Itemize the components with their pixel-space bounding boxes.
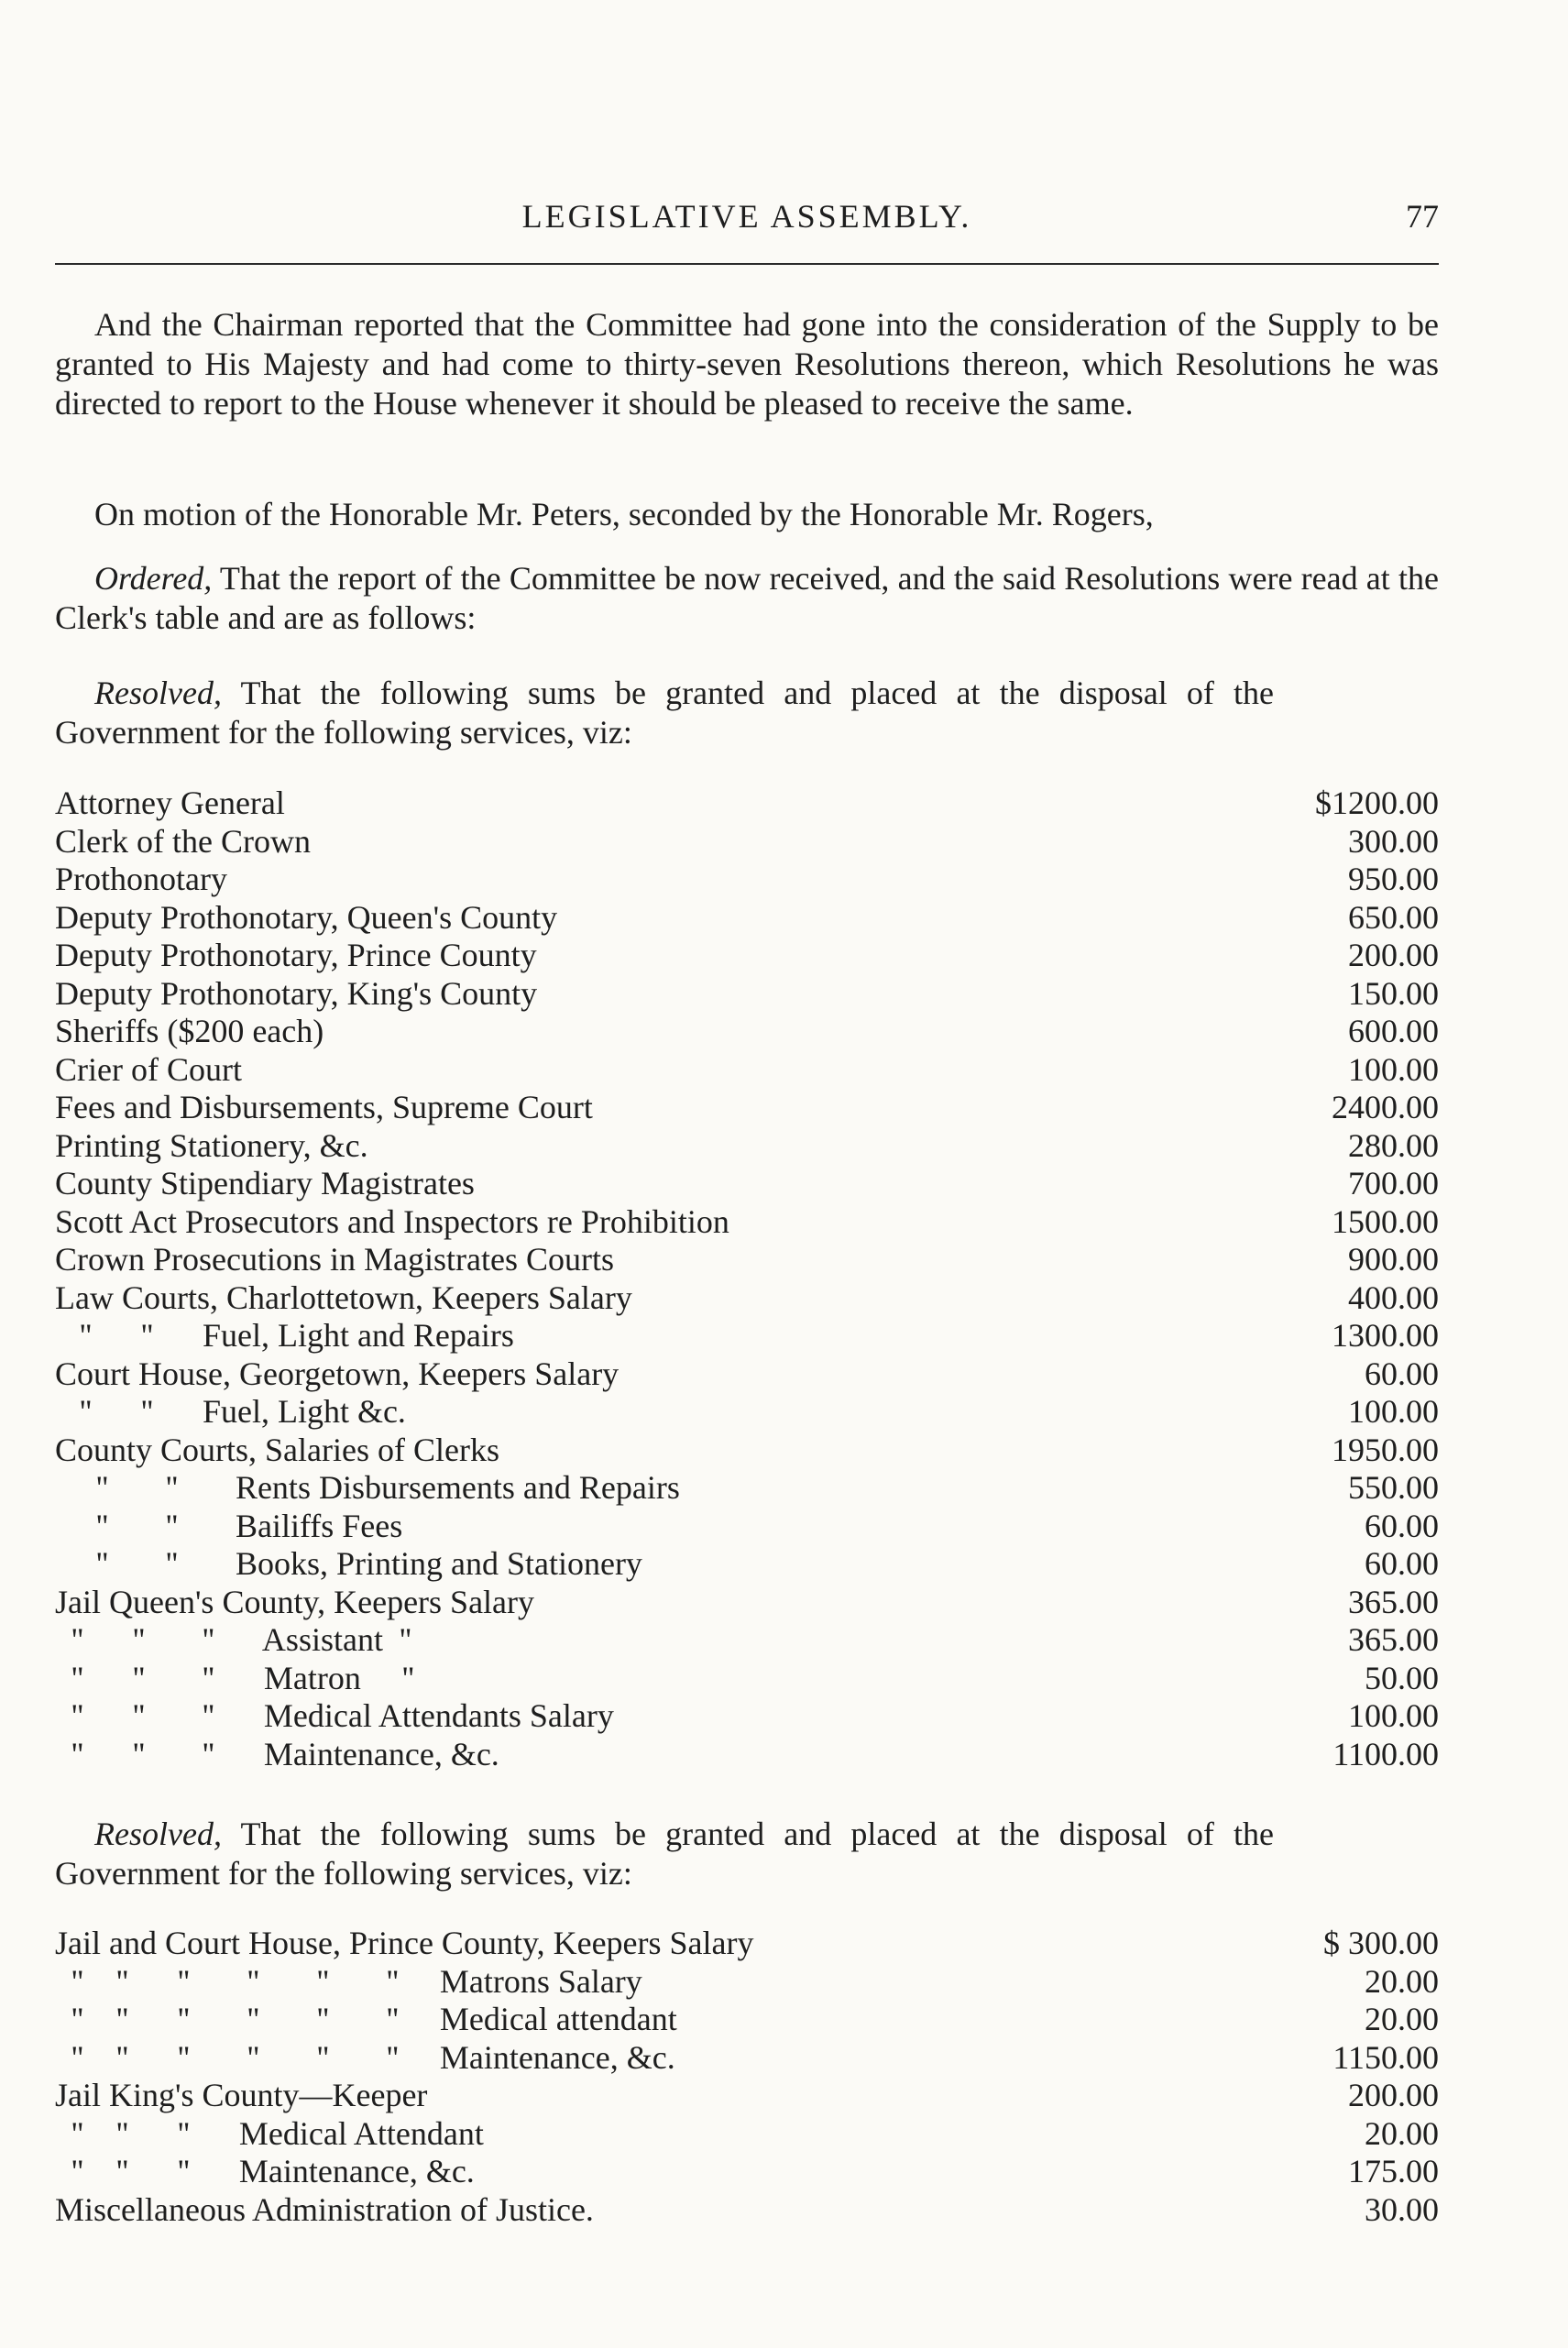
item-amount: 60.00 (1365, 1545, 1439, 1582)
resolved-lead-1: Resolved, (94, 675, 222, 711)
item-amount: 20.00 (1365, 2114, 1439, 2152)
item-label: Deputy Prothonotary, King's County (55, 974, 538, 1012)
resolved-lead-2: Resolved, (94, 1816, 222, 1852)
ordered-text: That the report of the Committee be now received, and the said Resolutions were read at the Clerk's table and are as follows: (55, 560, 1439, 636)
item-amount: 60.00 (1365, 1507, 1439, 1544)
item-amount: 300.00 (1348, 822, 1439, 860)
item-label: '' '' '' Medical Attendant (55, 2114, 484, 2152)
table-row (55, 1279, 1439, 1318)
item-amount: 280.00 (1348, 1126, 1439, 1164)
table-row (55, 823, 1439, 861)
item-amount: $1200.00 (1315, 784, 1439, 821)
resolved-text-1: That the following sums be granted and placed at the disposal of the Government for the following services, viz: (55, 675, 1274, 751)
item-label: Miscellaneous Administration of Justice. (55, 2190, 594, 2228)
item-label: Fees and Disbursements, Supreme Court (55, 1089, 593, 1125)
item-label: Crown Prosecutions in Magistrates Courts (55, 1241, 614, 1278)
table-row (55, 1165, 1439, 1203)
table-row (55, 1393, 1439, 1432)
paragraph-ordered (55, 559, 1439, 638)
item-label: Deputy Prothonotary, Prince County (55, 937, 537, 973)
document-page (55, 0, 1439, 2348)
table-row (55, 1621, 1439, 1660)
item-amount: 600.00 (1348, 1013, 1439, 1049)
item-amount: 60.00 (1365, 1355, 1439, 1392)
item-amount: 30.00 (1365, 2190, 1439, 2228)
table-row (55, 1051, 1439, 1090)
table-row (55, 1545, 1439, 1584)
item-label: '' '' '' '' '' '' Matrons Salary (55, 1962, 642, 2000)
item-amount: 100.00 (1348, 1393, 1439, 1430)
table-row (55, 1697, 1439, 1736)
page-title: LEGISLATIVE ASSEMBLY. (521, 198, 972, 235)
item-label: '' '' '' '' '' '' Maintenance, &c. (55, 2038, 675, 2076)
item-label: '' '' Fuel, Light &c. (55, 1393, 406, 1430)
table-row (55, 1469, 1439, 1508)
table-row (55, 975, 1439, 1014)
item-label: '' '' '' Assistant '' (55, 1621, 411, 1658)
table-row (55, 1963, 1439, 2002)
item-amount: 20.00 (1365, 2001, 1439, 2037)
item-label: Clerk of the Crown (55, 822, 311, 860)
item-amount: 2400.00 (1332, 1089, 1439, 1125)
item-amount: 650.00 (1348, 898, 1439, 936)
item-amount: 175.00 (1348, 2153, 1439, 2189)
item-label: Jail and Court House, Prince County, Keepers Salary (55, 1925, 754, 1961)
table-row (55, 1013, 1439, 1051)
paragraph-committee-report: And the Chairman reported that the Committee had gone into the consideration of the Supply to be granted to His Majesty and had come to thirty-seven Resolutions thereon, which Resolutions he was directed to report to the House whenever it should be pleased to receive the same. (55, 306, 1439, 422)
item-amount: 400.00 (1348, 1278, 1439, 1316)
item-label: County Courts, Salaries of Clerks (55, 1431, 499, 1468)
item-label: '' '' '' Maintenance, &c. (55, 1735, 499, 1772)
table-row (55, 784, 1439, 823)
resolved-text-2: That the following sums be granted and placed at the disposal of the Government for the following services, viz: (55, 1816, 1274, 1892)
page-number: 77 (1406, 198, 1439, 235)
table-row (55, 2001, 1439, 2039)
item-label: Deputy Prothonotary, Queen's County (55, 898, 558, 936)
table-row (55, 861, 1439, 899)
table-row (55, 1660, 1439, 1698)
item-label: Scott Act Prosecutors and Inspectors re Prohibition (55, 1202, 729, 1240)
table-row (55, 899, 1439, 938)
item-label: Printing Stationery, &c. (55, 1126, 368, 1164)
table-row (55, 1925, 1439, 1963)
table-row (55, 1089, 1439, 1127)
item-amount: 365.00 (1348, 1621, 1439, 1658)
table-row (55, 1508, 1439, 1546)
table-row (55, 1584, 1439, 1622)
supply-table-1 (55, 784, 1439, 1773)
item-amount: 200.00 (1348, 937, 1439, 973)
item-label: Attorney General (55, 784, 285, 821)
paragraph-resolved-2 (55, 1815, 1274, 1893)
table-row (55, 2153, 1439, 2191)
item-label: '' '' '' Maintenance, &c. (55, 2153, 475, 2189)
header-rule (55, 263, 1439, 265)
item-amount: 1150.00 (1332, 2038, 1439, 2076)
item-label: '' '' Fuel, Light and Repairs (55, 1317, 514, 1354)
table-row (55, 2039, 1439, 2078)
item-amount: 1300.00 (1332, 1317, 1439, 1354)
item-label: Crier of Court (55, 1050, 242, 1088)
item-amount: 950.00 (1348, 861, 1439, 897)
item-label: '' '' Books, Printing and Stationery (55, 1545, 642, 1582)
item-label: '' '' '' Medical Attendants Salary (55, 1697, 614, 1734)
item-label: Sheriffs ($200 each) (55, 1013, 324, 1049)
item-label: '' '' Bailiffs Fees (55, 1507, 403, 1544)
paragraph-resolved-1 (55, 674, 1274, 752)
table-row (55, 2115, 1439, 2154)
supply-table-2 (55, 1925, 1439, 2229)
page-header (55, 188, 1439, 243)
item-amount: 20.00 (1365, 1962, 1439, 2000)
item-amount: 100.00 (1348, 1050, 1439, 1088)
item-label: '' '' '' Matron '' (55, 1659, 414, 1696)
table-row (55, 1432, 1439, 1470)
item-amount: 100.00 (1348, 1697, 1439, 1734)
table-row (55, 1241, 1439, 1279)
table-row (55, 1317, 1439, 1355)
item-label: Jail Queen's County, Keepers Salary (55, 1583, 535, 1620)
item-amount: 150.00 (1348, 974, 1439, 1012)
item-label: County Stipendiary Magistrates (55, 1165, 475, 1201)
table-row (55, 2191, 1439, 2230)
item-label: Jail King's County—Keeper (55, 2077, 428, 2113)
ordered-lead: Ordered, (94, 560, 213, 597)
item-amount: 700.00 (1348, 1165, 1439, 1201)
table-row (55, 1736, 1439, 1774)
item-amount: $ 300.00 (1323, 1925, 1439, 1961)
item-amount: 50.00 (1365, 1659, 1439, 1696)
item-label: Court House, Georgetown, Keepers Salary (55, 1355, 620, 1392)
item-amount: 900.00 (1348, 1241, 1439, 1278)
table-row (55, 1355, 1439, 1394)
item-amount: 1500.00 (1332, 1202, 1439, 1240)
item-amount: 550.00 (1348, 1469, 1439, 1506)
item-amount: 1100.00 (1332, 1735, 1439, 1772)
item-amount: 200.00 (1348, 2077, 1439, 2113)
item-label: Law Courts, Charlottetown, Keepers Salary (55, 1278, 632, 1316)
table-row (55, 937, 1439, 975)
item-label: '' '' '' '' '' '' Medical attendant (55, 2001, 677, 2037)
item-label: '' '' Rents Disbursements and Repairs (55, 1469, 680, 1506)
table-row (55, 2077, 1439, 2115)
item-amount: 365.00 (1348, 1583, 1439, 1620)
item-amount: 1950.00 (1332, 1431, 1439, 1468)
table-row (55, 1203, 1439, 1242)
paragraph-motion: On motion of the Honorable Mr. Peters, seconded by the Honorable Mr. Rogers, (94, 496, 1154, 532)
table-row (55, 1127, 1439, 1166)
item-label: Prothonotary (55, 861, 227, 897)
